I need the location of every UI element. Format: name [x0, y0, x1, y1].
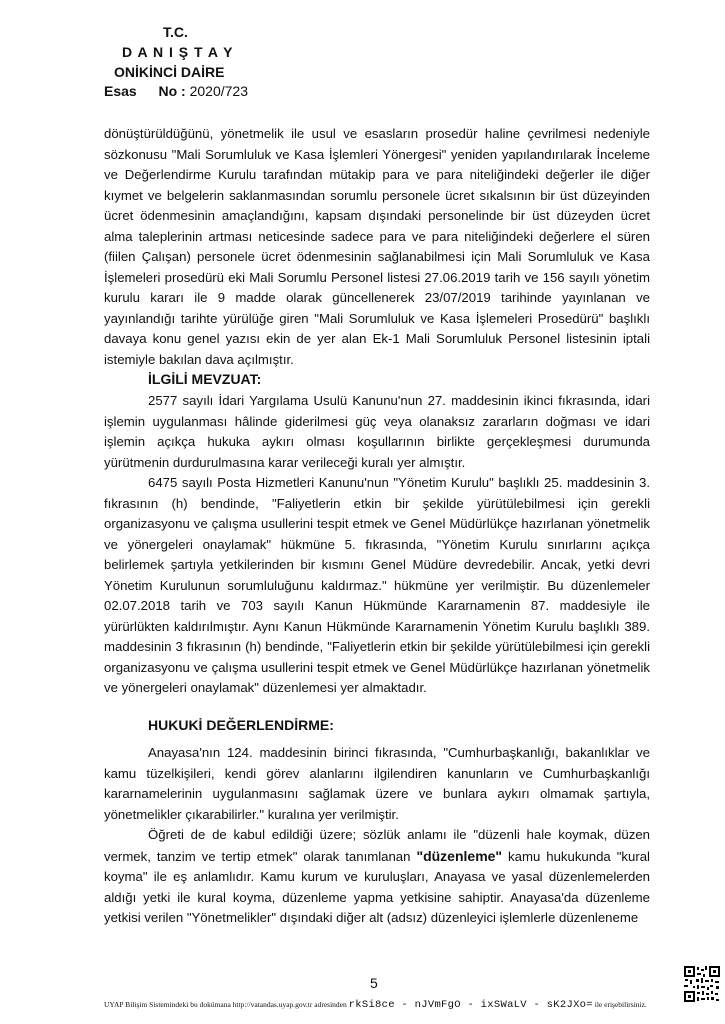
- paragraph-5: [104, 825, 650, 929]
- paragraph-4: Anayasa'nın 124. maddesinin birinci fıkrasında, "Cumhurbaşkanlığı, bakanlıklar ve kamu tüzelkişileri, kendi görev alanlarını ilgilendiren kanunların ve Cumhurbaşkanlığı kararnamelerinin uygulanmasını sağlamak üzere ve bunlara aykırı olmamak şartıyla, yönetmelikler çıkarabilirler." kuralına yer verilmiştir.: [104, 745, 650, 822]
- paragraph-1: dönüştürüldüğünü, yönetmelik ile usul ve esasların prosedür haline çevrilmesi nedeniyle sözkonusu "Mali Sorumluluk ve Kasa İşlemleri Yönergesi" yeniden yapılandırılarak İnceleme ve Değerlendirme Kurulu tarafından mütakip para ve para niteliğindeki değerler ile diğer kıymet ve belgelerin saklanmasından sorumlu personele ücret sıkalsının bir üst düzeyinden ücret ödenmesinin amaçlandığını, kapsam dışındaki personelinde bir üst düzeyden ücret alma taleplerinin artması neticesinde sadece para ve para niteliğindeki değerlere el süren (fiilen Çalışan) personele ücret ödenmesinin sağlanabilmesi için Mali Sorumluluk ve Kasa İşlemeleri prosedürü eki Mali Sorumlu Personel listesi 27.06.2019 tarih ve 156 sayılı yönetim kurulu kararı ile 9 madde olarak güncellenerek 23/07/2019 tarihinde yayınlanan ve yayınlandığı tarihte yürülüğe giren "Mali Sorumluluk ve Kasa İşlemeleri Prosedürü" başlıklı davaya konu genel yazısı ekin de yer alan Ek-1 Mali Sorumluluk Personel listesinin iptali istemiyle bakılan dava açılmıştır.: [104, 126, 650, 367]
- qr-code-icon: [684, 966, 720, 1002]
- footer-prefix: UYAP Bilişim Sistemindeki bu dokümana http://vatandas.uyap.gov.tr adresinden: [104, 1000, 349, 1009]
- esas-label: Esas: [104, 83, 137, 99]
- header-court: D A N I Ş T A Y: [122, 44, 234, 60]
- no-value: 2020/723: [189, 83, 248, 99]
- paragraph-5-bold-term: "düzenleme": [416, 847, 503, 864]
- page-number: 5: [370, 975, 378, 991]
- header-chamber: ONİKİNCİ DAİRE: [114, 64, 225, 80]
- header-tc: T.C.: [163, 24, 188, 40]
- heading-ilgili-mevzuat: İLGİLİ MEVZUAT:: [148, 371, 262, 387]
- heading-hukuki-degerlendirme: HUKUKİ DEĞERLENDİRME:: [148, 717, 334, 733]
- paragraph-2: 2577 sayılı İdari Yargılama Usulü Kanunu'nun 27. maddesinin ikinci fıkrasında, idari işlemin uygulanması hâlinde giderilmesi güç veya olanaksız zararların doğması ve idari işlemin açıkça hukuka aykırı olması koşullarının birlikte gerçekleşmesi durumunda yürütmenin durdurulmasına karar verileceği kuralı yer almıştır.: [104, 393, 650, 470]
- paragraph-5-part-b: kamu hukukunda "kural koyma" ile eş anlamlıdır. Kamu kurum ve kuruluşları, Anayasa ve yasal düzenlemelerden aldığı yetki ile kural koyma, düzenleme yapma yetkisine sahiptir. Anayasa'da düzenleme yetkisi verilen "Yönetmelikler" dışındaki diğer alt (adsız) düzenleyici işlemlerle düzenleneme: [104, 848, 650, 925]
- no-label: No :: [158, 83, 186, 99]
- footer-code: rkSi8ce - nJVmFgO - ixSWaLV - sK2JXo=: [348, 999, 593, 1011]
- footer-note: [104, 999, 647, 1011]
- footer-suffix: ile erişebilirsiniz.: [592, 1000, 647, 1009]
- header-esas-row: [104, 81, 248, 101]
- paragraph-5-part-a: Öğreti de de kabul edildiği üzere; sözlük anlamı ile "düzenli hale koymak, düzen vermek, tanzim ve tertip etmek" olarak tanımlanan: [104, 827, 650, 864]
- paragraph-3: 6475 sayılı Posta Hizmetleri Kanunu'nun "Yönetim Kurulu" başlıklı 25. maddesinin 3. fıkrasının (h) bendinde, "Faliyetlerin etkin bir şekilde yürütülebilmesi için gerekli organizasyonu ve çalışma usullerini tespit etmek ve Genel Müdürlükçe hazırlanan yönetmelik ve yönergeleri onaylamak" hükmüne 5. fıkrasında, "Yönetim Kurulu sınırlarını açıkça belirlemek şartıyla yetkilerinden bir kısmını Genel Müdüre devredebilir. Ancak, yetki devri Yönetim Kurulunun sorumluluğunu kaldırmaz." hükmüne yer verilmiştir. Bu düzenlemeler 02.07.2018 tarih ve 703 sayılı Kanun Hükmünde Kararnamenin 87. maddesiyle ile yürürlükten kaldırılmıştır. Aynı Kanun Hükmünde Kararnamenin Yönetim Kurulu başlıklı 389. maddesinin 3 fıkrasının (h) bendinde, "Faliyetlerin etkin bir şekilde yürütülebilmesi için gerekli organizasyonu ve çalışma usullerini tespit etmek ve Genel Müdürlükçe hazırlanan yönetmelik ve yönergeleri onaylamak" düzenlemesi yer almaktadır.: [104, 475, 650, 695]
